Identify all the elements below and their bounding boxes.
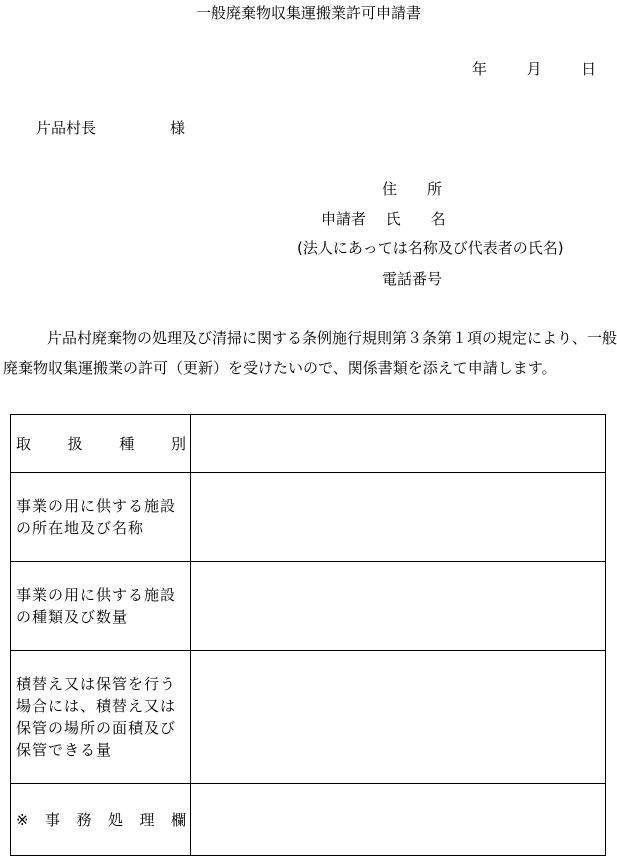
document-title: 一般廃棄物収集運搬業許可申請書 [195,4,421,22]
corporate-note: (法人にあっては名称及び代表者の氏名) [297,239,564,257]
month-label: 月 [526,60,542,78]
day-label: 日 [581,60,597,78]
table-row-facility-type [11,562,606,651]
storage-area-label: 積替え又は保管を行う場合には、積替え又は保管の場所の面積及び保管できる量 [11,651,191,784]
table-row-facility-location [11,473,606,562]
body-text-line-2: 廃棄物収集運搬業の許可（更新）を受けたいので、関係書類を添えて申請します。 [3,359,557,377]
date-line [472,58,596,79]
applicant-name-row [321,208,446,229]
name-label: 氏 名 [385,210,446,228]
year-label: 年 [472,60,488,78]
storage-area-field[interactable] [191,651,606,784]
table-row-storage-area [11,651,606,784]
office-use-label: ※ 事 務 処 理 欄 [11,784,191,856]
office-use-field[interactable] [191,784,606,856]
facility-type-field[interactable] [191,562,606,651]
table-row-handling-type [11,415,606,473]
facility-type-label: 事業の用に供する施設の種類及び数量 [11,562,191,651]
handling-type-field[interactable] [191,415,606,473]
recipient-suffix: 様 [170,119,186,137]
phone-label: 電話番号 [382,270,443,288]
table-row-office-use [11,784,606,856]
recipient-name: 片品村長 [36,119,97,137]
address-label: 住 所 [382,180,443,198]
facility-location-label: 事業の用に供する施設の所在地及び名称 [11,473,191,562]
body-text-line-1: 片品村廃棄物の処理及び清掃に関する条例施行規則第３条第１項の規定により、一般 [46,329,617,347]
handling-type-label: 取 扱 種 別 [11,415,191,473]
application-form-table [10,414,606,856]
recipient-line [36,117,185,138]
applicant-label: 申請者 [321,210,367,228]
facility-location-field[interactable] [191,473,606,562]
